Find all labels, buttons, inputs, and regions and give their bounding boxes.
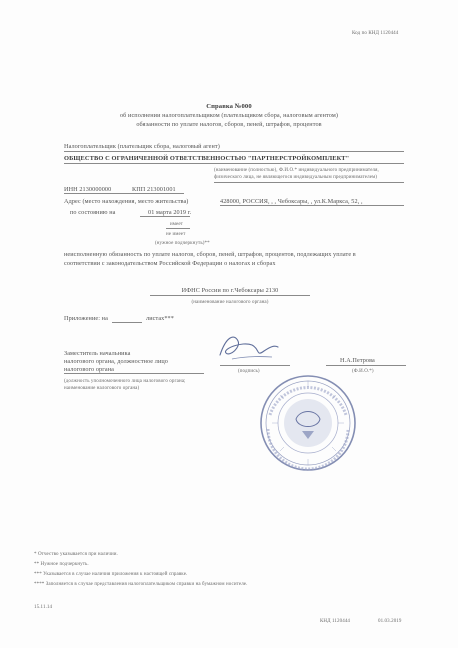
inn: ИНН 2130000000 bbox=[64, 186, 112, 193]
document-title: Справка №000 bbox=[206, 103, 252, 110]
signer-underline bbox=[326, 365, 406, 366]
document-subtitle-1: об исполнении налогоплательщиком (плательщиком сбора, налоговым агентом) bbox=[119, 112, 339, 119]
org-name: ОБЩЕСТВО С ОГРАНИЧЕННОЙ ОТВЕТСТВЕННОСТЬЮ "ПАРТНЕРСТРОЙКОМПЛЕКТ" bbox=[64, 155, 350, 162]
status-2: не имеет bbox=[166, 232, 186, 237]
official-underline bbox=[64, 373, 204, 374]
signature-image bbox=[212, 327, 282, 367]
official-label-1: Заместитель начальника bbox=[64, 350, 131, 357]
attachment-value: листах*** bbox=[146, 315, 174, 322]
org-name-underline bbox=[64, 163, 404, 164]
signature-caption: (подпись) bbox=[238, 369, 260, 374]
org-prefix: Налогоплательщик (плательщик сбора, налоговый агент) bbox=[64, 143, 220, 150]
status-caption: (нужное подчеркнуть)** bbox=[155, 241, 210, 246]
official-caption-2: наименование налогового органа) bbox=[64, 386, 140, 391]
status-1-underline bbox=[166, 228, 190, 229]
org-caption-underline bbox=[214, 182, 404, 183]
official-seal-stamp bbox=[258, 373, 358, 473]
ifns-name: ИФНС России по г.Чебоксары 2130 bbox=[181, 287, 279, 294]
official-label-2: налогового органа, должностное лицо bbox=[64, 358, 169, 365]
document-subtitle-2: обязанности по уплате налогов, сборов, пеней, штрафов, процентов bbox=[136, 121, 322, 128]
status-1: имеет bbox=[170, 222, 183, 227]
signature-underline bbox=[220, 365, 290, 366]
org-prefix-underline bbox=[64, 151, 404, 152]
bottom-left-code: 15.11.14 bbox=[34, 605, 53, 610]
form-code: Код по КНД 1120444 bbox=[352, 31, 399, 36]
footnote-3: *** Указывается в случае наличия приложения к настоящей справке. bbox=[34, 572, 188, 577]
obligation-line-1: неисполненную обязанность по уплате налогов, сборов, пеней, штрафов, процентов, подлежащих уплате в bbox=[64, 251, 356, 258]
ifns-caption: (наименование налогового органа) bbox=[191, 300, 269, 305]
signer-caption: (Ф.И.О.*) bbox=[352, 369, 374, 374]
address-underline bbox=[220, 205, 404, 206]
footnote-1: * Отчество указывается при наличии. bbox=[34, 552, 118, 557]
attachment-underline bbox=[112, 322, 142, 323]
bottom-mid-code: КНД 1120444 bbox=[320, 619, 351, 624]
org-caption-2: физического лица, не являющегося индивидуальным предпринимателем) bbox=[214, 175, 378, 180]
official-label-3: налогового органа bbox=[64, 366, 114, 373]
ifns-underline bbox=[150, 295, 310, 296]
inn-kpp-underline bbox=[64, 193, 184, 194]
bottom-right-date: 01.03.2019 bbox=[378, 619, 402, 624]
date-value: 01 марта 2019 г. bbox=[148, 209, 192, 216]
footnote-2: ** Нужное подчеркнуть. bbox=[34, 562, 89, 567]
kpp: КПП 213001001 bbox=[132, 186, 176, 193]
attachment-label: Приложение: на bbox=[64, 315, 108, 322]
footnote-4: **** Заполняется в случае представления налогоплательщиком справки на бумажном носителе. bbox=[34, 582, 248, 587]
org-caption-1: (наименование (полностью), Ф.И.О.* индивидуального предпринимателя, bbox=[214, 168, 379, 173]
date-label: по состоянию на bbox=[70, 209, 116, 216]
signer-name: Н.А.Петрова bbox=[340, 357, 375, 364]
address-value: 428000, РОССИЯ, , , Чебоксары, , ул.К.Маркса, 52, , bbox=[220, 198, 363, 205]
address-label: Адрес (место нахождения, место жительства) bbox=[64, 198, 189, 205]
date-underline bbox=[140, 216, 190, 217]
obligation-line-2: соответствии с законодательством Российской Федерации о налогах и сборах bbox=[64, 260, 276, 267]
official-caption-1: (должность уполномоченного лица налогового органа; bbox=[64, 379, 186, 384]
